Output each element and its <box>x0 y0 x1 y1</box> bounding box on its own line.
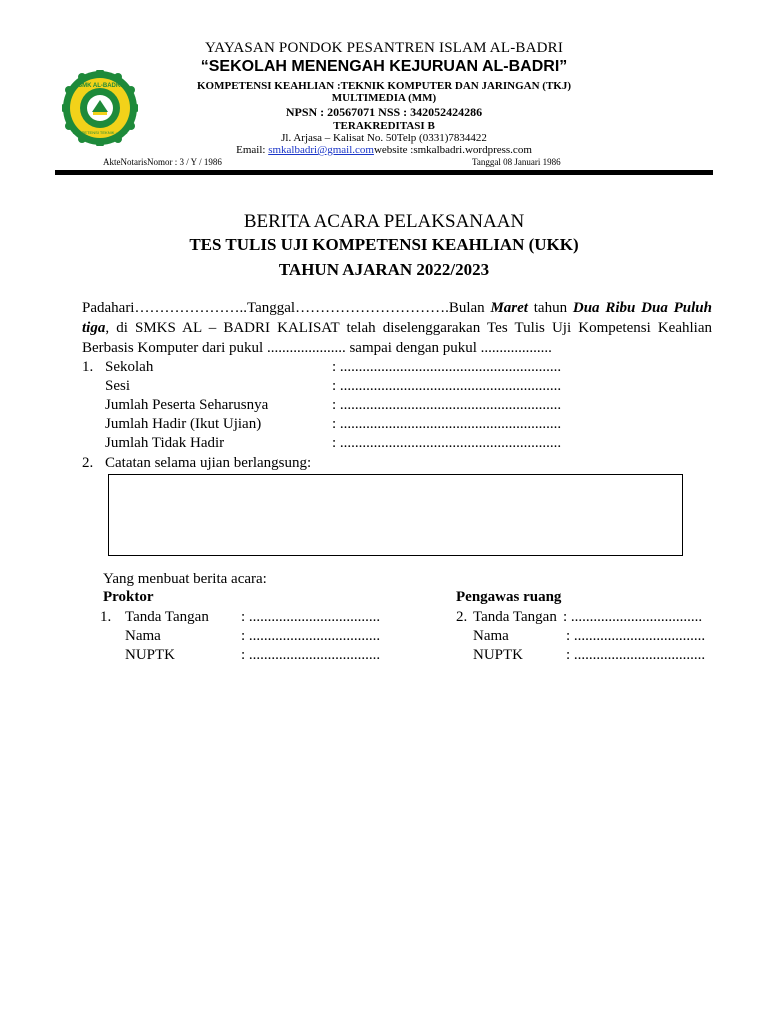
logo-top-text: SMK AL-BADRI <box>78 83 122 89</box>
field-jumlah-tidak-hadir[interactable]: : ........................................................... <box>332 435 562 451</box>
accreditation: TERAKREDITASI B <box>333 120 435 132</box>
intro-part1: Padahari…………………..Tanggal………………………….Bulan <box>82 300 491 316</box>
proktor-name-label: Nama <box>125 628 161 644</box>
pengawas-nuptk-label: NUPTK <box>473 647 524 663</box>
signature-intro: Yang menbuat berita acara: <box>103 571 267 587</box>
label-sekolah: Sekolah <box>105 359 154 375</box>
founding-date: Tanggal 08 Januari 1986 <box>472 157 561 167</box>
intro-year: Dua Ribu Dua Puluh tiga <box>82 300 712 336</box>
email-link[interactable]: smkalbadri@gmail.com <box>268 144 374 156</box>
proktor-heading: Proktor <box>103 589 154 605</box>
logo-bottom-text: KOMPETENSI TEKNIK · JAYA <box>72 130 128 135</box>
item-number-2: 2. <box>82 455 94 471</box>
proktor-nuptk-field[interactable]: : ................................... <box>241 647 381 663</box>
label-jumlah-peserta: Jumlah Peserta Seharusnya <box>105 397 269 413</box>
pengawas-nuptk-field[interactable]: : ................................... <box>566 647 706 663</box>
label-catatan: Catatan selama ujian berlangsung: <box>105 455 312 471</box>
header-divider <box>55 170 713 175</box>
website-text: website :smkalbadri.wordpress.com <box>373 144 532 156</box>
proktor-name-field[interactable]: : ................................... <box>241 628 381 644</box>
field-jumlah-hadir[interactable]: : ........................................................... <box>332 416 562 432</box>
pengawas-signature-label: Tanda Tangan <box>473 609 557 625</box>
npsn-nss: NPSN : 20567071 NSS : 342052424286 <box>285 105 483 119</box>
intro-month: Maret <box>490 300 528 316</box>
contact-line <box>0 144 768 156</box>
competency <box>0 80 768 104</box>
address: Jl. Arjasa – Kalisat No. 50Telp (0331)7834422 <box>281 132 487 144</box>
doc-year: TAHUN AJARAN 2022/2023 <box>278 260 490 279</box>
label-jumlah-tidak-hadir: Jumlah Tidak Hadir <box>105 435 225 451</box>
proktor-signature-label: Tanda Tangan <box>125 609 209 625</box>
proktor-number: 1. <box>100 609 112 625</box>
item-number-1: 1. <box>82 359 94 375</box>
akte-notaris: AkteNotarisNomor : 3 / Y / 1986 <box>103 157 222 167</box>
label-jumlah-hadir: Jumlah Hadir (Ikut Ujian) <box>105 416 262 432</box>
pengawas-heading: Pengawas ruang <box>456 589 562 605</box>
proktor-signature-field[interactable]: : ................................... <box>241 609 381 625</box>
pengawas-name-field[interactable]: : ................................... <box>566 628 706 644</box>
pengawas-name-label: Nama <box>473 628 509 644</box>
foundation-name: YAYASAN PONDOK PESANTREN ISLAM AL-BADRI <box>204 40 564 56</box>
doc-title: BERITA ACARA PELAKSANAAN <box>243 211 525 232</box>
pengawas-signature-field[interactable]: : ................................... <box>563 609 703 625</box>
field-sesi[interactable]: : ........................................................... <box>332 378 562 394</box>
school-name: “SEKOLAH MENENGAH KEJURUAN AL-BADRI” <box>200 58 568 75</box>
proktor-nuptk-label: NUPTK <box>125 647 176 663</box>
field-sekolah[interactable]: : ........................................................... <box>332 359 562 375</box>
competency-line1: KOMPETENSI KEAHLIAN :TEKNIK KOMPUTER DAN JARINGAN (TKJ) <box>196 80 572 92</box>
label-sesi: Sesi <box>105 378 131 394</box>
notes-box[interactable] <box>108 474 683 556</box>
intro-part2: tahun <box>527 300 573 316</box>
pengawas-number: 2. <box>456 609 468 625</box>
email-label: Email: <box>236 144 269 156</box>
intro-part3: , di SMKS AL – BADRI KALISAT telah diselenggarakan Tes Tulis Uji Kompetensi Keahlian Berbasis Komputer dari pukul ..................... sampai dengan pukul ................... <box>82 320 712 356</box>
intro-paragraph <box>82 298 712 358</box>
competency-line2: MULTIMEDIA (MM) <box>331 92 437 104</box>
field-jumlah-peserta[interactable]: : ........................................................... <box>332 397 562 413</box>
doc-subtitle: TES TULIS UJI KOMPETENSI KEAHLIAN (UKK) <box>189 235 579 254</box>
